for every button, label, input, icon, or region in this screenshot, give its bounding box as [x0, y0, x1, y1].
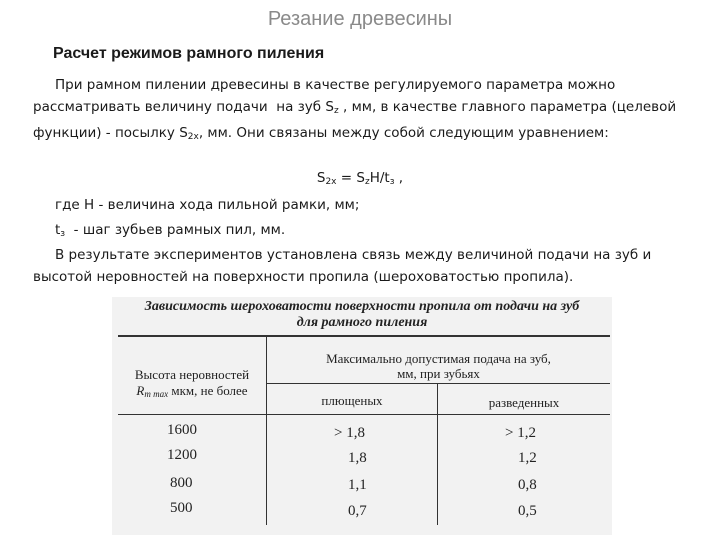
row-2-height: 1200 [167, 447, 197, 463]
intro-paragraph: При рамном пилении древесины в качестве регулируемого параметра можно рассматривать величину подачи на зуб $S_z$ , мм, в качестве главного параметра (целевой функции) - посылку $S_{2x}$, мм. Они связаны между собой следующим уравнением: [33, 77, 677, 142]
row-4-height: 500 [170, 500, 193, 516]
results-paragraph: В результате экспериментов установлена связь между величиной подачи на зуб и высотой неровностей на поверхности пропила (шероховатостью пропила). [33, 247, 652, 285]
row-4-set: 0,5 [518, 503, 537, 519]
roughness-table [112, 297, 612, 535]
row-1-flat: > 1,8 [334, 425, 365, 441]
table-top-border [118, 335, 610, 337]
group-header-line1: Максимально допустимая подача на зуб, [326, 351, 551, 366]
row-1-set: > 1,2 [505, 425, 536, 441]
row-4-flat: 0,7 [348, 503, 367, 519]
table-caption-line2: для рамного пиления [296, 315, 428, 330]
row-2-flat: 1,8 [348, 450, 367, 466]
col1-header-line2: $R_{m max}$ мкм, не более [136, 383, 248, 399]
subheader-border [266, 383, 610, 384]
section-heading: Расчет режимов рамного пиления [53, 45, 325, 62]
definition-H: где H - величина хода пильной рамки, мм; [55, 197, 360, 213]
row-3-height: 800 [170, 475, 193, 491]
table-header-border [118, 414, 610, 415]
subheader-flat: плющеных [321, 393, 383, 408]
row-2-set: 1,2 [518, 450, 537, 466]
row-3-flat: 1,1 [348, 477, 367, 493]
row-3-set: 0,8 [518, 477, 537, 493]
definition-t: $t_з$ - шаг зубьев рамных пил, мм. [55, 222, 286, 239]
formula: $S_{2x} = S_zH/t_з$ , [316, 170, 404, 187]
col1-header-line1: Высота неровностей [134, 367, 250, 382]
slide-title: Резание древесины [267, 8, 453, 30]
row-1-height: 1600 [167, 422, 197, 438]
subheader-set: разведенных [488, 395, 560, 410]
group-header-line2: мм, при зубьях [397, 366, 480, 381]
table-caption-line1: Зависимость шероховатости поверхности пропила от подачи на зуб [144, 299, 580, 314]
